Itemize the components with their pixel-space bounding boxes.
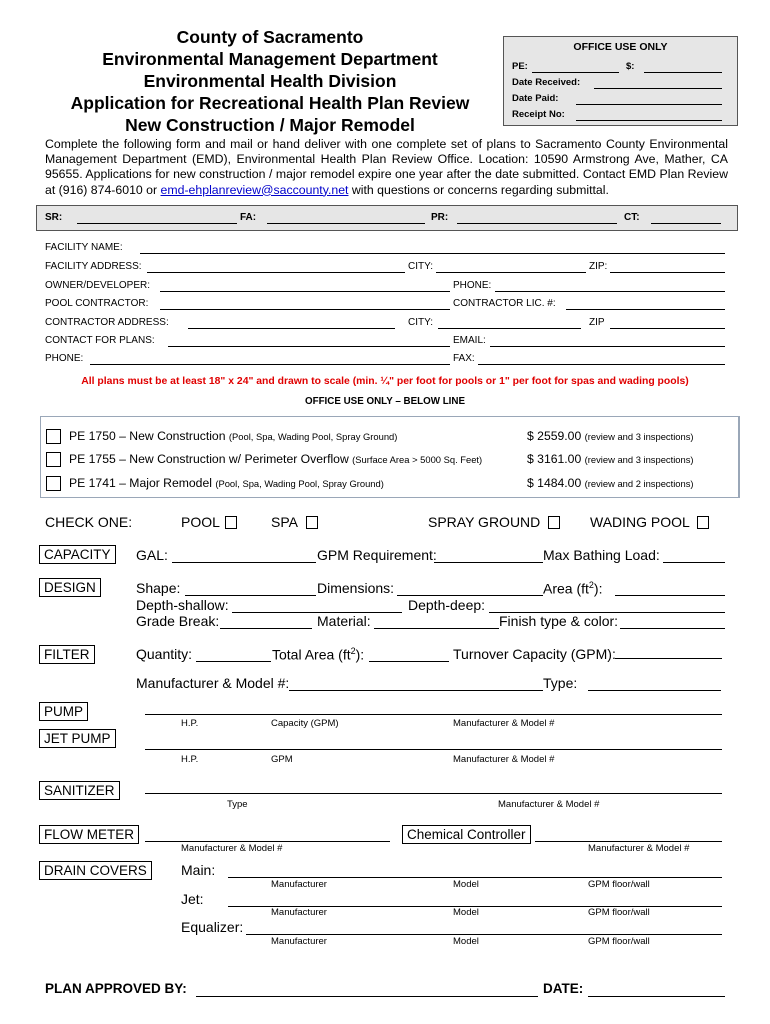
fee-checkbox-1750[interactable] bbox=[46, 429, 61, 444]
max-bathing-load-field[interactable] bbox=[663, 562, 725, 563]
office-use-below-line: OFFICE USE ONLY – BELOW LINE bbox=[304, 396, 466, 407]
owner-phone-field[interactable] bbox=[495, 291, 725, 292]
facility-zip-field[interactable] bbox=[610, 272, 725, 273]
turnover-label: Turnover Capacity (GPM): bbox=[453, 646, 616, 662]
dollar-label: $: bbox=[626, 61, 635, 72]
material-field[interactable] bbox=[374, 628, 499, 629]
pool-option-label: POOL bbox=[181, 514, 220, 530]
turnover-field[interactable] bbox=[615, 658, 722, 659]
contractor-city-label: CITY: bbox=[408, 317, 434, 328]
contact-field[interactable] bbox=[168, 346, 450, 347]
wading-pool-option-label: WADING POOL bbox=[590, 514, 690, 530]
sanitizer-section-label: SANITIZER bbox=[39, 781, 120, 800]
grade-break-label: Grade Break: bbox=[136, 613, 220, 629]
fee-amount: $ 3161.00 bbox=[527, 452, 582, 466]
header-department: Environmental Management Department bbox=[102, 49, 438, 69]
facility-name-field[interactable] bbox=[140, 253, 725, 254]
total-area-label bbox=[272, 646, 364, 663]
receipt-no-label: Receipt No: bbox=[512, 109, 565, 120]
depth-deep-label: Depth-deep: bbox=[408, 597, 486, 613]
sr-field[interactable] bbox=[77, 223, 237, 224]
area-label-end: ): bbox=[593, 580, 603, 597]
pool-checkbox[interactable] bbox=[225, 516, 237, 529]
drain-main-gpm-label: GPM floor/wall bbox=[588, 879, 650, 890]
pool-contractor-field[interactable] bbox=[160, 309, 450, 310]
area-label-text: Area (ft bbox=[543, 580, 589, 597]
sr-label: SR: bbox=[45, 212, 63, 223]
receipt-no-field[interactable] bbox=[576, 120, 722, 121]
pr-field[interactable] bbox=[457, 223, 617, 224]
spray-ground-checkbox[interactable] bbox=[548, 516, 560, 529]
drain-covers-section-label: DRAIN COVERS bbox=[39, 861, 152, 880]
sanitizer-field[interactable] bbox=[145, 793, 722, 794]
facility-name-label: FACILITY NAME: bbox=[45, 242, 123, 253]
fee-code: PE 1755 – New Construction w/ Perimeter Overflow bbox=[69, 452, 349, 466]
pump-capacity-label: Capacity (GPM) bbox=[271, 718, 339, 729]
pr-label: PR: bbox=[431, 212, 449, 223]
drain-main-model-label: Model bbox=[453, 879, 479, 890]
phone-field[interactable] bbox=[90, 364, 450, 365]
jet-pump-gpm-label: GPM bbox=[271, 754, 293, 765]
gpm-requirement-field[interactable] bbox=[434, 562, 543, 563]
email-label: EMAIL: bbox=[453, 335, 486, 346]
jet-pump-field[interactable] bbox=[145, 749, 722, 750]
fee-desc: (Surface Area > 5000 Sq. Feet) bbox=[352, 454, 483, 465]
fee-note: (review and 3 inspections) bbox=[584, 454, 694, 465]
fee-row-1755 bbox=[69, 452, 482, 466]
dimensions-field[interactable] bbox=[397, 595, 543, 596]
plan-approved-by-field[interactable] bbox=[196, 996, 538, 997]
total-area-end: ): bbox=[355, 646, 365, 663]
shape-field[interactable] bbox=[185, 595, 316, 596]
quantity-label: Quantity: bbox=[136, 646, 193, 662]
chemical-controller-manufacturer-label: Manufacturer & Model # bbox=[588, 843, 690, 854]
email-link[interactable]: emd-ehplanreview@saccounty.net bbox=[160, 182, 349, 197]
header-county: County of Sacramento bbox=[176, 27, 364, 47]
flow-meter-manufacturer-label: Manufacturer & Model # bbox=[181, 843, 283, 854]
drain-jet-gpm-label: GPM floor/wall bbox=[588, 907, 650, 918]
instructions-text-end: with questions or concerns regarding submittal. bbox=[348, 182, 609, 197]
drain-equalizer-gpm-label: GPM floor/wall bbox=[588, 936, 650, 947]
phone-label: PHONE: bbox=[45, 353, 84, 364]
gal-field[interactable] bbox=[172, 562, 316, 563]
chemical-controller-field[interactable] bbox=[535, 841, 722, 842]
chemical-controller-section-label: Chemical Controller bbox=[402, 825, 531, 844]
owner-field[interactable] bbox=[160, 291, 450, 292]
instructions-paragraph bbox=[45, 137, 728, 198]
drain-jet-manufacturer-label: Manufacturer bbox=[271, 907, 327, 918]
fee-amount: $ 1484.00 bbox=[527, 476, 582, 490]
flow-meter-section-label: FLOW METER bbox=[39, 825, 139, 844]
ct-label: CT: bbox=[624, 212, 640, 223]
pe-field[interactable] bbox=[532, 72, 619, 73]
fa-label: FA: bbox=[240, 212, 257, 223]
fee-amount-1750 bbox=[527, 429, 694, 443]
fee-row-1750 bbox=[69, 429, 397, 443]
drain-main-field[interactable] bbox=[228, 877, 722, 878]
instructions-text: Complete the following form and mail or hand deliver with one complete set of plans to Sacramento County Environmental Management Department (EMD), Environmental Health Plan Review Office. Location: 10590 Armstrong Ave, Mather, CA 95655. Applications for new construction / major remodel expire one year after the date submitted. Contact EMD Plan Review at (916) 874-6010 or bbox=[45, 137, 728, 197]
contractor-address-field[interactable] bbox=[188, 328, 395, 329]
depth-shallow-label: Depth-shallow: bbox=[136, 597, 229, 613]
filter-type-field[interactable] bbox=[588, 690, 721, 691]
date-paid-label: Date Paid: bbox=[512, 93, 559, 104]
check-one-label: CHECK ONE: bbox=[45, 514, 133, 530]
fee-checkbox-1741[interactable] bbox=[46, 476, 61, 491]
max-bathing-load-label: Max Bathing Load: bbox=[543, 547, 660, 563]
finish-field[interactable] bbox=[620, 628, 725, 629]
plan-approved-by-label: PLAN APPROVED BY: bbox=[45, 981, 187, 996]
contractor-address-label: CONTRACTOR ADDRESS: bbox=[45, 317, 169, 328]
owner-label: OWNER/DEVELOPER: bbox=[45, 280, 151, 291]
contractor-lic-field[interactable] bbox=[566, 309, 725, 310]
filter-section-label: FILTER bbox=[39, 645, 95, 664]
date-paid-field[interactable] bbox=[576, 104, 722, 105]
drain-equalizer-field[interactable] bbox=[246, 934, 722, 935]
fee-amount-1755 bbox=[527, 452, 694, 466]
gal-label: GAL: bbox=[136, 547, 168, 563]
sanitizer-manufacturer-label: Manufacturer & Model # bbox=[498, 799, 600, 810]
sanitizer-type-label: Type bbox=[227, 799, 248, 810]
fee-code: PE 1741 – Major Remodel bbox=[69, 476, 212, 490]
fee-amount: $ 2559.00 bbox=[527, 429, 582, 443]
grade-break-field[interactable] bbox=[220, 628, 312, 629]
owner-phone-label: PHONE: bbox=[453, 280, 492, 291]
drain-jet-model-label: Model bbox=[453, 907, 479, 918]
filter-manufacturer-label: Manufacturer & Model #: bbox=[136, 675, 290, 691]
wading-pool-checkbox[interactable] bbox=[697, 516, 709, 529]
office-use-title: OFFICE USE ONLY bbox=[573, 41, 668, 53]
drain-main-manufacturer-label: Manufacturer bbox=[271, 879, 327, 890]
gpm-requirement-label: GPM Requirement: bbox=[317, 547, 437, 563]
pe-label: PE: bbox=[512, 61, 528, 72]
header-application-title: Application for Recreational Health Plan Review bbox=[70, 93, 470, 113]
capacity-section-label: CAPACITY bbox=[39, 545, 116, 564]
fee-note: (review and 3 inspections) bbox=[584, 431, 694, 442]
email-field[interactable] bbox=[490, 346, 725, 347]
design-section-label: DESIGN bbox=[39, 578, 101, 597]
facility-address-field[interactable] bbox=[147, 272, 405, 273]
pump-manufacturer-label: Manufacturer & Model # bbox=[453, 718, 555, 729]
dimensions-label: Dimensions: bbox=[317, 580, 395, 596]
drain-equalizer-model-label: Model bbox=[453, 936, 479, 947]
form-header bbox=[40, 26, 500, 136]
filter-type-label: Type: bbox=[543, 675, 578, 691]
spa-option-label: SPA bbox=[271, 514, 298, 530]
jet-pump-manufacturer-label: Manufacturer & Model # bbox=[453, 754, 555, 765]
scale-notice: All plans must be at least 18" x 24" and drawn to scale (min. ¼" per foot for pools or 1" per foot for spas and wading pools) bbox=[81, 376, 689, 387]
total-area-text: Total Area (ft bbox=[272, 646, 351, 663]
fee-desc: (Pool, Spa, Wading Pool, Spray Ground) bbox=[215, 478, 384, 489]
fee-desc: (Pool, Spa, Wading Pool, Spray Ground) bbox=[228, 431, 398, 442]
date-received-label: Date Received: bbox=[512, 77, 581, 88]
total-area-field[interactable] bbox=[369, 661, 449, 662]
shape-label: Shape: bbox=[136, 580, 181, 596]
approval-date-label: DATE: bbox=[543, 981, 584, 996]
area-label bbox=[543, 580, 602, 597]
spa-checkbox[interactable] bbox=[306, 516, 318, 529]
area-sup: 2 bbox=[588, 580, 594, 590]
contractor-zip-label: ZIP bbox=[589, 317, 605, 328]
fax-field[interactable] bbox=[478, 364, 725, 365]
fa-field[interactable] bbox=[267, 223, 425, 224]
contact-label: CONTACT FOR PLANS: bbox=[45, 335, 155, 346]
fee-amount-1741 bbox=[527, 476, 694, 490]
drain-equalizer-label: Equalizer: bbox=[181, 919, 244, 935]
drain-jet-label: Jet: bbox=[181, 891, 204, 907]
header-subtitle: New Construction / Major Remodel bbox=[125, 115, 415, 135]
pool-contractor-label: POOL CONTRACTOR: bbox=[45, 298, 149, 309]
total-area-sup: 2 bbox=[350, 646, 356, 656]
fee-note: (review and 2 inspections) bbox=[584, 478, 694, 489]
spray-ground-option-label: SPRAY GROUND bbox=[428, 514, 541, 530]
flow-meter-field[interactable] bbox=[145, 841, 390, 842]
pump-section-label: PUMP bbox=[39, 702, 88, 721]
contractor-zip-field[interactable] bbox=[610, 328, 725, 329]
code-box bbox=[36, 205, 738, 231]
office-use-box bbox=[503, 36, 738, 126]
pump-field[interactable] bbox=[145, 714, 722, 715]
filter-manufacturer-field[interactable] bbox=[289, 690, 543, 691]
area-field[interactable] bbox=[615, 595, 725, 596]
facility-address-label: FACILITY ADDRESS: bbox=[45, 261, 142, 272]
facility-city-field[interactable] bbox=[436, 272, 586, 273]
material-label: Material: bbox=[317, 613, 371, 629]
drain-main-label: Main: bbox=[181, 862, 216, 878]
approval-date-field[interactable] bbox=[588, 996, 725, 997]
fax-label: FAX: bbox=[453, 353, 475, 364]
fee-checkbox-1755[interactable] bbox=[46, 452, 61, 467]
quantity-field[interactable] bbox=[196, 661, 271, 662]
facility-city-label: CITY: bbox=[408, 261, 434, 272]
contractor-lic-label: CONTRACTOR LIC. #: bbox=[453, 298, 556, 309]
jet-pump-section-label: JET PUMP bbox=[39, 729, 116, 748]
facility-zip-label: ZIP: bbox=[589, 261, 608, 272]
finish-label: Finish type & color: bbox=[499, 613, 619, 629]
dollar-field[interactable] bbox=[644, 72, 722, 73]
fee-code: PE 1750 – New Construction bbox=[69, 429, 226, 443]
header-division: Environmental Health Division bbox=[143, 71, 397, 91]
ct-field[interactable] bbox=[651, 223, 721, 224]
drain-equalizer-manufacturer-label: Manufacturer bbox=[271, 936, 327, 947]
fee-row-1741 bbox=[69, 476, 384, 490]
date-received-field[interactable] bbox=[594, 88, 722, 89]
contractor-city-field[interactable] bbox=[438, 328, 581, 329]
jet-pump-hp-label: H.P. bbox=[181, 754, 199, 765]
pump-hp-label: H.P. bbox=[181, 718, 199, 729]
